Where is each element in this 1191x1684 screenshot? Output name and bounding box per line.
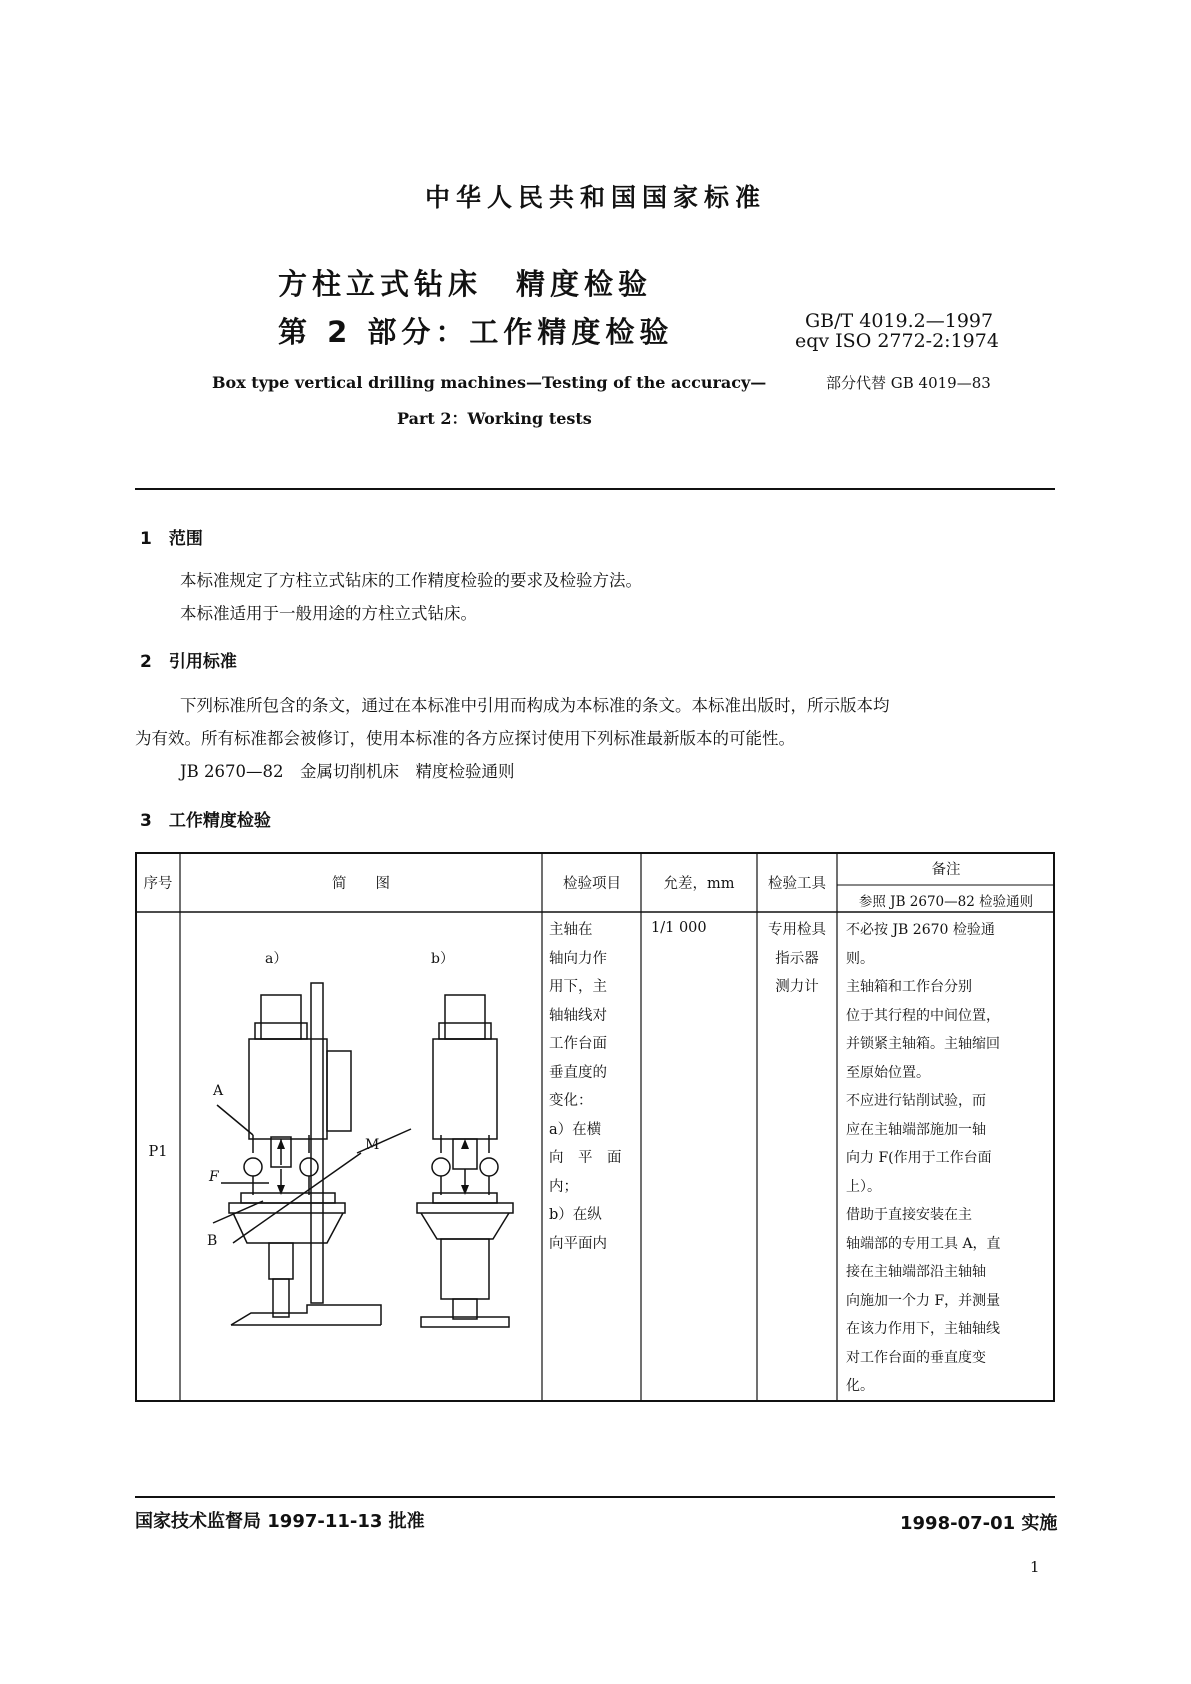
tool-line: 专用检具: [768, 922, 826, 938]
remark-line: 主轴箱和工作台分别: [846, 979, 972, 995]
english-title-line1: Box type vertical drilling machines—Testing of the accuracy—: [212, 373, 767, 392]
document-title-line1: 方柱立式钻床 精度检验: [278, 267, 653, 301]
remark-line: 不应进行钻削试验，而: [846, 1093, 986, 1109]
remark-line: 化。: [846, 1378, 874, 1394]
header-tolerance: 允差，mm: [663, 876, 735, 892]
section-2-paragraph-line2: 为有效。所有标准都会被修订，使用本标准的各方应探讨使用下列标准最新版本的可能性。: [135, 729, 795, 748]
national-standard-heading: 中华人民共和国国家标准: [424, 183, 766, 212]
remark-line: 对工作台面的垂直度变: [846, 1349, 986, 1366]
test-item-line: 变化：: [549, 1093, 593, 1109]
diagram-label-a: a）: [265, 951, 288, 967]
remark-line: 上）。: [846, 1178, 881, 1195]
accuracy-test-table: [135, 852, 1055, 1402]
test-item-line: a）在横: [549, 1121, 602, 1138]
footer-divider: [135, 1496, 1055, 1498]
test-item-line: 内；: [549, 1178, 578, 1195]
section-1-paragraph-2: 本标准适用于一般用途的方柱立式钻床。: [180, 604, 477, 623]
header-item: 检验项目: [563, 876, 621, 892]
section-2-paragraph-line1: 下列标准所包含的条文，通过在本标准中引用而构成为本标准的条文。本标准出版时，所示版本均: [180, 696, 890, 715]
row-remarks: [846, 916, 1050, 1401]
tool-line: 测力计: [775, 979, 819, 995]
header-divider: [135, 488, 1055, 490]
remark-line: 借助于直接安装在主: [846, 1207, 972, 1223]
equivalent-standard: eqv ISO 2772-2:1974: [795, 330, 999, 352]
remark-line: 并锁紧主轴箱。主轴缩回: [846, 1036, 1000, 1052]
header-diagram: 简 图: [332, 876, 390, 892]
replaces-note: 部分代替 GB 4019—83: [826, 374, 991, 392]
test-item-line: 向平面内: [549, 1235, 607, 1252]
page-number: 1: [1030, 1558, 1040, 1576]
header-tool: 检验工具: [768, 876, 826, 892]
section-1-title: 1 范围: [140, 529, 203, 549]
header-remark-sub: 参照 JB 2670—82 检验通则: [858, 894, 1034, 910]
test-item-line: 主轴在: [549, 922, 593, 938]
remark-line: 位于其行程的中间位置，: [846, 1007, 1000, 1024]
diagram-label-M: M: [365, 1137, 380, 1153]
diagram-label-b: b）: [431, 951, 454, 967]
test-diagram: [181, 913, 541, 1401]
effective-date: 1998-07-01 实施: [900, 1513, 1058, 1534]
drilling-machine-diagram: [181, 913, 541, 1401]
section-3-title: 3 工作精度检验: [140, 811, 271, 831]
test-item-line: 垂直度的: [549, 1064, 607, 1081]
standard-code: GB/T 4019.2—1997: [805, 310, 994, 332]
remark-line: 则。: [846, 950, 874, 967]
row-tools: [758, 916, 836, 1002]
row-tolerance: 1/1 000: [651, 920, 707, 936]
header-remark: 备注: [931, 862, 961, 878]
english-title-line2: Part 2：Working tests: [397, 409, 592, 428]
section-2-reference: JB 2670—82 金属切削机床 精度检验通则: [180, 762, 515, 781]
test-item-line: b）在纵: [549, 1207, 602, 1223]
section-2-title: 2 引用标准: [140, 652, 237, 672]
test-item-line: 向 平 面: [549, 1150, 622, 1166]
remark-line: 轴端部的专用工具 A，直: [846, 1235, 1001, 1252]
row-test-item: [549, 916, 639, 1258]
test-item-line: 轴向力作: [549, 950, 607, 967]
remark-line: 至原始位置。: [846, 1064, 930, 1081]
test-item-line: 工作台面: [549, 1036, 607, 1052]
test-item-line: 用下，主: [549, 979, 607, 995]
remark-line: 应在主轴端部施加一轴: [846, 1121, 986, 1138]
remark-line: 不必按 JB 2670 检验通: [846, 922, 995, 938]
remark-line: 向力 F(作用于工作台面: [846, 1150, 992, 1166]
remark-line: 在该力作用下，主轴轴线: [846, 1321, 1000, 1337]
header-no: 序号: [143, 876, 173, 892]
diagram-label-F: F: [209, 1169, 219, 1185]
row-no: P1: [148, 1144, 168, 1160]
test-item-line: 轴轴线对: [549, 1007, 607, 1024]
tool-line: 指示器: [775, 950, 819, 967]
diagram-label-A: A: [213, 1083, 224, 1099]
remark-line: 接在主轴端部沿主轴轴: [846, 1264, 986, 1280]
document-title-line2: 第 2 部分：工作精度检验: [278, 315, 674, 349]
approval-note: 国家技术监督局 1997-11-13 批准: [135, 1511, 425, 1532]
remark-line: 向施加一个力 F，并测量: [846, 1292, 1001, 1309]
diagram-label-B: B: [207, 1233, 218, 1249]
section-1-paragraph-1: 本标准规定了方柱立式钻床的工作精度检验的要求及检验方法。: [180, 571, 642, 590]
